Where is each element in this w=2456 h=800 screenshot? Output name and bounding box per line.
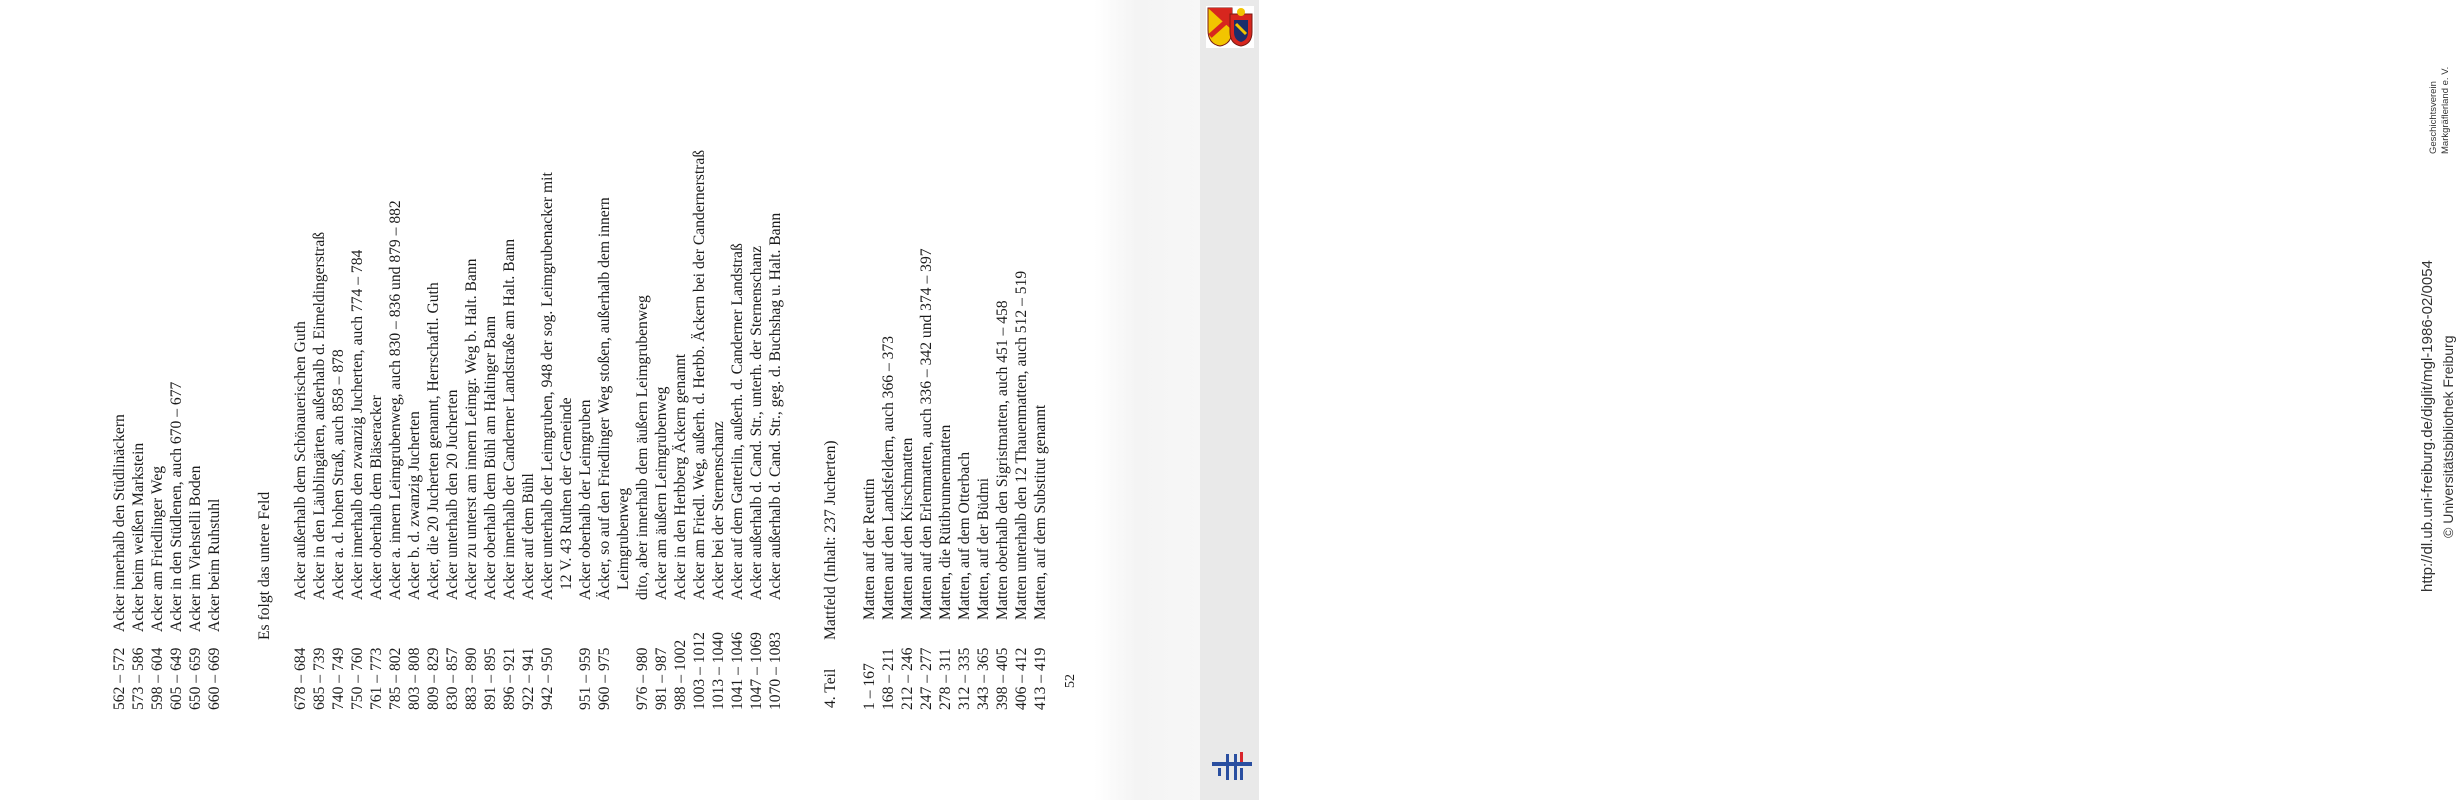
entry-description: Matten, auf dem Substitut genannt: [1032, 404, 1049, 620]
entry-range: 981 – 987: [653, 647, 670, 710]
copyright-notice: © Universitätsbibliothek Freiburg: [2440, 335, 2456, 538]
entry-description: dito, aber innerhalb dem äußern Leimgrubenweg: [634, 295, 651, 600]
entry-range: 750 – 760: [349, 647, 366, 710]
entry-range: 960 – 975: [596, 647, 613, 710]
rotated-page-content: [0, 0, 1200, 800]
entry-range: 988 – 1002: [672, 639, 689, 710]
entry-range: 740 – 749: [330, 647, 347, 710]
entry-range: 891 – 895: [482, 647, 499, 710]
entry-range: 660 – 669: [206, 647, 223, 710]
entry-range: 1013 – 1040: [710, 632, 727, 710]
permalink-url[interactable]: http://dl.ub.uni-freiburg.de/diglit/mgl-1986-02/0054: [2419, 260, 2436, 592]
entry-description: Acker beim weißen Markstein: [130, 442, 147, 632]
entry-range: 343 – 365: [975, 647, 992, 710]
entry-range: 562 – 572: [111, 647, 128, 710]
entry-range: 605 – 649: [168, 647, 185, 710]
ub-freiburg-logo-icon: [1210, 748, 1254, 784]
entry-description-continuation: Leimgrubenweg: [615, 487, 632, 590]
entry-description: Äcker, so auf den Friedlinger Weg stoßen, außerhalb dem innern: [596, 197, 613, 600]
entry-description: Acker a. d. hohen Straß, auch 858 – 878: [330, 349, 347, 600]
page-number: 52: [1063, 674, 1078, 688]
section-heading: Es folgt das untere Feld: [256, 491, 273, 640]
entry-description: Acker innerhalb der Canderner Landstraße am Halt. Bann: [501, 238, 518, 600]
entry-description: Acker innerhalb den zwanzig Jucherten, auch 774 – 784: [349, 249, 366, 600]
entry-range: 678 – 684: [292, 647, 309, 710]
entry-description: Acker beim Ruhstuhl: [206, 498, 223, 632]
entry-description: Acker am Friedl. Weg, außerh. d. Herbb. Äckern bei der Candernerstraß: [691, 149, 708, 600]
entry-description: Acker bei der Sternenschanz: [710, 421, 727, 600]
entry-description: Acker innerhalb den Stüdlinäckern: [111, 414, 128, 632]
entry-description: Matten unterhalb den 12 Thauenmatten, auch 512 – 519: [1013, 270, 1030, 620]
entry-description: Acker außerhalb dem Schönauerischen Guth: [292, 321, 309, 600]
entry-range: 951 – 959: [577, 647, 594, 710]
entry-range: 398 – 405: [994, 647, 1011, 710]
part-label: 4. Teil: [822, 668, 839, 708]
entry-description: Matten, auf dem Otterbach: [956, 452, 973, 620]
entry-range: 976 – 980: [634, 647, 651, 710]
entry-description: Acker auf dem Gatterlin, außerh. d. Canderner Landstraß: [729, 243, 746, 600]
entry-description: Acker in den Herbberg Äckern genannt: [672, 353, 689, 600]
entry-description: Acker unterhalb der Leimgruben, 948 der sog. Leimgrubenacker mit: [539, 172, 556, 600]
society-name-line1: Geschichtsverein: [2428, 81, 2439, 154]
entry-range: 761 – 773: [368, 647, 385, 710]
entry-description: Acker unterhalb den 20 Jucherten: [444, 389, 461, 600]
entry-range: 212 – 246: [899, 647, 916, 710]
entry-description: Matten auf den Kirschmatten: [899, 437, 916, 620]
entry-range: 803 – 808: [406, 647, 423, 710]
entry-range: 406 – 412: [1013, 647, 1030, 710]
entry-range: 1 – 167: [861, 663, 878, 710]
entry-description: Acker am Friedlinger Weg: [149, 465, 166, 632]
entry-description: Matten auf der Reuttin: [861, 478, 878, 620]
entry-description: Acker oberhalb der Leimgruben: [577, 399, 594, 600]
entry-description-continuation: 12 V. 43 Ruthen der Gemeinde: [558, 397, 575, 590]
entry-range: 1003 – 1012: [691, 632, 708, 710]
part-title: Mattfeld (Inhalt: 237 Jucherten): [822, 440, 839, 640]
entry-description: Matten, auf der Büdmi: [975, 477, 992, 620]
entry-range: 896 – 921: [501, 647, 518, 710]
entry-description: Acker a. innern Leimgrubenweg, auch 830 – 836 und 879 – 882: [387, 200, 404, 600]
entry-range: 942 – 950: [539, 647, 556, 710]
entry-range: 1047 – 1069: [748, 632, 765, 710]
entry-description: Acker außerhalb d. Cand. Str., unterh. der Sternenschanz: [748, 245, 765, 600]
entry-description: Acker am äußern Leimgrubenweg: [653, 386, 670, 600]
entry-description: Acker oberhalb dem Bläseracker: [368, 395, 385, 600]
entry-description: Matten auf den Erlenmatten, auch 336 – 342 und 374 – 397: [918, 248, 935, 620]
entry-description: Acker außerhalb d. Cand. Str., geg. d. Buchshag u. Halt. Bann: [767, 212, 784, 600]
entry-description: Acker zu unterst am innern Leimgr. Weg b. Halt. Bann: [463, 258, 480, 600]
entry-range: 830 – 857: [444, 647, 461, 710]
society-name-line2: Markgräflerland e. V.: [2440, 66, 2451, 154]
entry-description: Matten, die Rütibrunnenmatten: [937, 424, 954, 620]
entry-range: 922 – 941: [520, 647, 537, 710]
entry-description: Matten oberhalb den Sigristmatten, auch 451 – 458: [994, 300, 1011, 620]
entry-range: 685 – 739: [311, 647, 328, 710]
scanned-page: [0, 0, 1200, 800]
entry-description: Acker im Viehstelli Boden: [187, 465, 204, 632]
coat-of-arms-icon: [1206, 6, 1254, 48]
entry-description: Acker in den Läublingärten, außerhalb d. Eimeldingerstraß: [311, 231, 328, 600]
entry-range: 650 – 659: [187, 647, 204, 710]
entry-description: Acker in den Stüdlenen, auch 670 – 677: [168, 381, 185, 632]
entry-range: 785 – 802: [387, 647, 404, 710]
entry-range: 312 – 335: [956, 647, 973, 710]
entry-description: Acker b. d. zwanzig Jucherten: [406, 411, 423, 600]
entry-range: 1070 – 1083: [767, 632, 784, 710]
entry-range: 809 – 829: [425, 647, 442, 710]
entry-range: 598 – 604: [149, 647, 166, 710]
entry-description: Acker oberhalb dem Bühl am Haltinger Bann: [482, 315, 499, 600]
entry-description: Acker, die 20 Jucherten genannt, Herrschaftl. Guth: [425, 282, 442, 600]
entry-range: 278 – 311: [937, 648, 954, 710]
entry-range: 1041 – 1046: [729, 632, 746, 710]
entry-range: 168 – 211: [880, 648, 897, 710]
entry-range: 413 – 419: [1032, 647, 1049, 710]
entry-range: 573 – 586: [130, 647, 147, 710]
entry-description: Acker auf dem Bühl: [520, 473, 537, 600]
entry-description: Matten auf den Landsfeldern, auch 366 – 373: [880, 335, 897, 620]
entry-range: 883 – 890: [463, 647, 480, 710]
entry-range: 247 – 277: [918, 647, 935, 710]
viewer-sidebar: [1200, 0, 2456, 800]
